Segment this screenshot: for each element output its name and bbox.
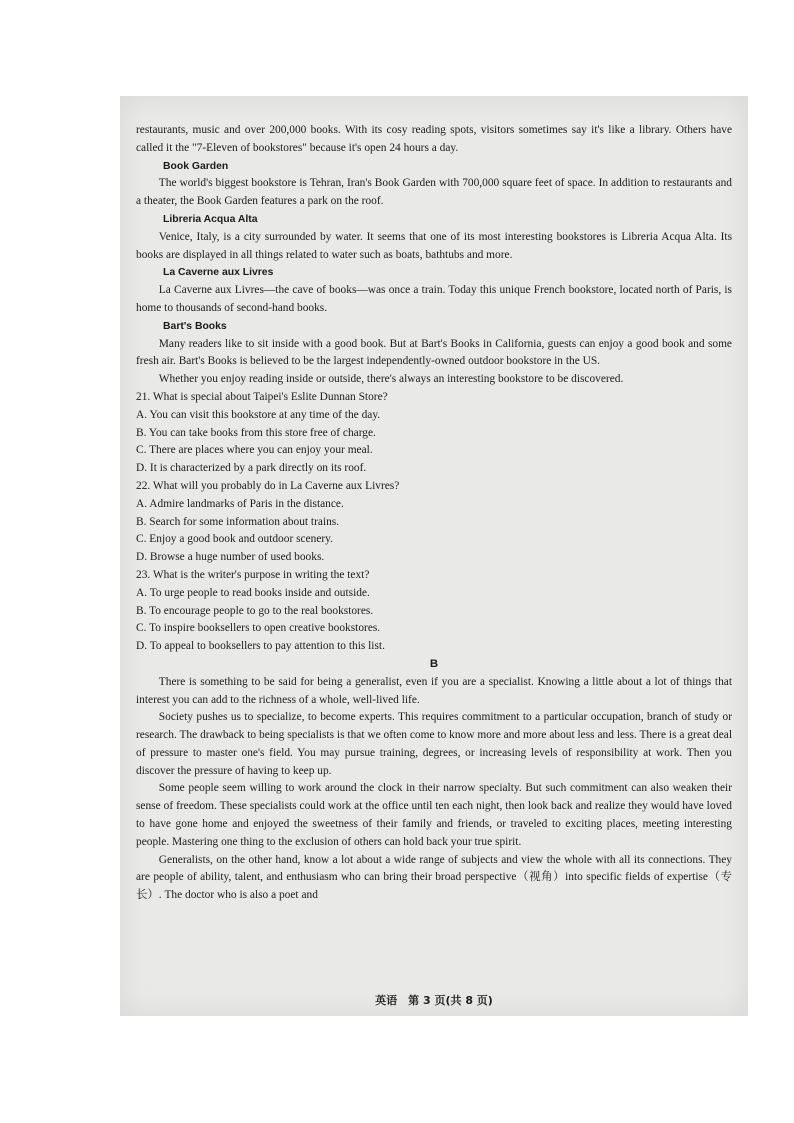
option-b: B. Search for some information about trains. [136,515,340,528]
question-21 [136,389,732,478]
question-stem: 23. What is the writer's purpose in writing the text? [136,568,370,581]
option-c: C. To inspire booksellers to open creative bookstores. [136,622,381,635]
passage-a-intro: restaurants, music and over 200,000 books. With its cosy reading spots, visitors sometimes say it's like a library. Others have called it the "7-Eleven of bookstores" because it's open 24 hours a day. [136,124,732,154]
section-b-paragraph-4: Generalists, on the other hand, know a lot about a wide range of subjects and view the whole with all its connections. They are people of ability, talent, and enthusiasm who can bring their broad perspective（视角）into specific fields of expertise（专长）. The doctor who is also a poet and [136,853,732,902]
page-content [136,122,732,905]
section-b-paragraph-2: Society pushes us to specialize, to become experts. This requires commitment to a particular occupation, branch of study or research. The drawback to being specialists is that we often come to know more and more about less and less. There is a great deal of pressure to master one's field. You may pursue training, degrees, or increasing levels of responsibility at work. Then you discover the pressure of having to keep up. [136,711,732,777]
store-text-barts-books: Many readers like to sit inside with a good book. But at Bart's Books in California, guests can enjoy a good book and some fresh air. Bart's Books is believed to be the largest independently-owned outdoor bookstore in the US. [136,337,732,368]
option-d: D. Browse a huge number of used books. [136,551,325,564]
option-d: D. To appeal to booksellers to pay attention to this list. [136,640,385,653]
store-heading-la-caverne: La Caverne aux Livres [163,267,274,279]
question-stem: 22. What will you probably do in La Caverne aux Livres? [136,479,400,492]
question-23 [136,567,732,656]
option-b: B. To encourage people to go to the real bookstores. [136,604,374,617]
store-text-la-caverne: La Caverne aux Livres—the cave of books—was once a train. Today this unique French bookstore, located north of Paris, is home to thousands of second-hand books. [136,284,732,314]
store-text-book-garden: The world's biggest bookstore is Tehran, Iran's Book Garden with 700,000 square feet of space. In addition to restaurants and a theater, the Book Garden features a park on the roof. [136,177,732,208]
question-stem: 21. What is special about Taipei's Eslite Dunnan Store? [136,390,388,403]
exam-page [120,96,748,1016]
store-heading-libreria-acqua-alta: Libreria Acqua Alta [163,213,258,225]
option-a: A. To urge people to read books inside and outside. [136,586,370,599]
option-c: C. There are places where you can enjoy your meal. [136,444,373,457]
store-heading-book-garden: Book Garden [163,160,229,172]
option-a: A. You can visit this bookstore at any time of the day. [136,408,381,421]
store-heading-barts-books: Bart's Books [163,320,227,332]
section-b-heading: B [429,657,439,670]
option-d: D. It is characterized by a park directly on its roof. [136,462,367,475]
option-b: B. You can take books from this store free of charge. [136,426,376,439]
option-a: A. Admire landmarks of Paris in the distance. [136,497,344,510]
store-text-libreria-acqua-alta: Venice, Italy, is a city surrounded by water. It seems that one of its most interesting bookstores is Libreria Acqua Alta. Its books are displayed in all things related to water such as boats, bathtubs and more. [136,230,732,261]
section-b-paragraph-3: Some people seem willing to work around the clock in their narrow specialty. But such commitment can also weaken their sense of freedom. These specialists could work at the office until ten each night, then look back and realize they would have loved to have gone home and enjoyed the sweetness of their family and friends, or traveled to exciting places, meeting interesting people. Mastering one thing to the exclusion of others can hold back your true spirit. [136,782,732,848]
passage-a-conclusion: Whether you enjoy reading inside or outside, there's always an interesting bookstore to be discovered. [158,373,624,386]
section-b-paragraph-1: There is something to be said for being a generalist, even if you are a specialist. Knowing a little about a lot of things that interest you can add to the richness of a whole, well-lived life. [136,675,732,706]
page-footer: 英语 第 3 页(共 8 页) [375,994,493,1007]
question-22 [136,478,732,567]
option-c: C. Enjoy a good book and outdoor scenery. [136,533,333,546]
